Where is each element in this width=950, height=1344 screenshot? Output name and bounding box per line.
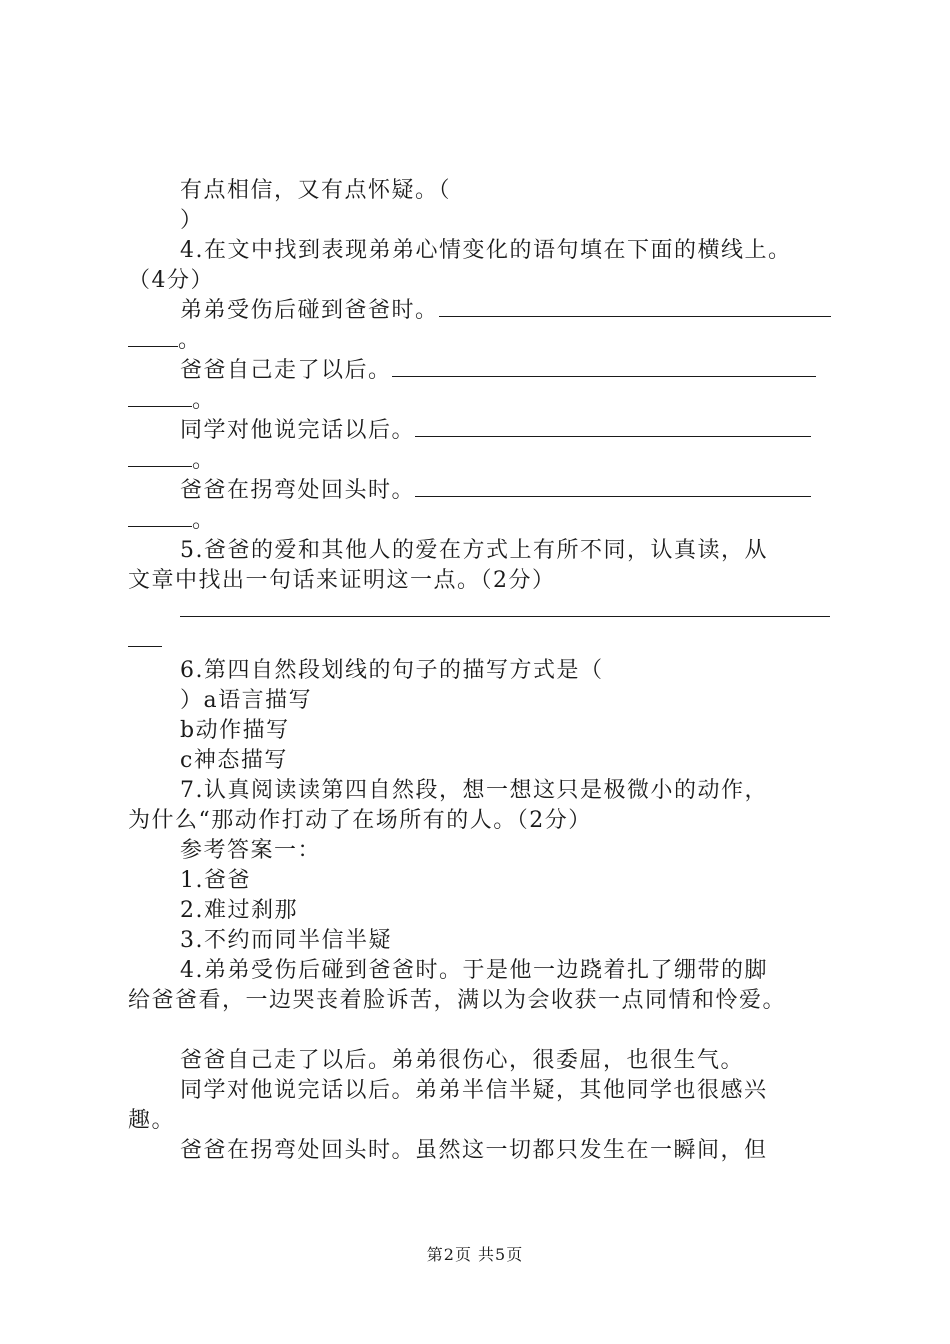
prompt-label: 爸爸自己走了以后。 <box>180 358 392 383</box>
prompt-label: 弟弟受伤后碰到爸爸时。 <box>180 298 439 323</box>
answer-blank <box>415 476 811 497</box>
answer-blank-tail <box>128 386 834 416</box>
answer-blank-tail <box>128 506 834 536</box>
blank-end: 。 <box>178 328 202 353</box>
answer-prompt <box>128 356 834 386</box>
document-body <box>128 176 834 1166</box>
answer-4: 4.弟弟受伤后碰到爸爸时。于是他一边跷着扎了绷带的脚 <box>180 958 768 983</box>
text-line: 爸爸自己走了以后。弟弟很伤心，很委屈，也很生气。 <box>180 1048 745 1073</box>
answer-blank <box>128 446 192 467</box>
spacer <box>128 1016 834 1046</box>
answer-blank <box>128 386 192 407</box>
question-6: 6.第四自然段划线的句子的描写方式是（ <box>180 658 604 683</box>
blank-end: 。 <box>192 448 216 473</box>
prompt-label: 爸爸在拐弯处回头时。 <box>180 478 416 503</box>
answer-blank <box>415 416 811 437</box>
question-5: 5.爸爸的爱和其他人的爱在方式上有所不同，认真读，从 <box>180 538 768 563</box>
answer-blank <box>128 326 178 347</box>
answer-blank <box>439 296 831 317</box>
answer-2: 2.难过刹那 <box>180 898 298 923</box>
answer-blank <box>180 596 830 617</box>
answer-blank-tail <box>128 326 834 356</box>
text-line: 有点相信，又有点怀疑。（ <box>180 178 452 203</box>
answer-prompt <box>128 296 834 326</box>
answer-blank <box>128 626 162 647</box>
text-line: （4分） <box>128 268 214 293</box>
answer-prompt <box>128 416 834 446</box>
answer-3: 3.不约而同半信半疑 <box>180 928 392 953</box>
option-b: b动作描写 <box>180 718 290 743</box>
page-footer: 第2页 共5页 <box>426 1245 524 1264</box>
question-7: 7.认真阅读读第四自然段，想一想这只是极微小的动作， <box>180 778 768 803</box>
question-4: 4.在文中找到表现弟弟心情变化的语句填在下面的横线上。 <box>180 238 792 263</box>
option-a: ）a语言描写 <box>180 688 313 713</box>
text-line: 为什么“那动作打动了在场所有的人。（2分） <box>128 808 592 833</box>
text-line: 爸爸在拐弯处回头时。虽然这一切都只发生在一瞬间，但 <box>180 1138 768 1163</box>
option-c: c神态描写 <box>180 748 288 773</box>
answer-prompt <box>128 476 834 506</box>
answer-blank <box>128 506 192 527</box>
answer-line-tail <box>128 626 834 656</box>
text-line: ） <box>180 208 204 233</box>
text-line: 同学对他说完话以后。弟弟半信半疑，其他同学也很感兴 <box>180 1078 768 1103</box>
text-line: 文章中找出一句话来证明这一点。（2分） <box>128 568 556 593</box>
blank-end: 。 <box>192 388 216 413</box>
answer-1: 1.爸爸 <box>180 868 251 893</box>
text-line: 给爸爸看，一边哭丧着脸诉苦，满以为会收获一点同情和怜爱。 <box>128 988 787 1013</box>
blank-end: 。 <box>192 508 216 533</box>
prompt-label: 同学对他说完话以后。 <box>180 418 416 443</box>
answer-blank <box>392 356 816 377</box>
answer-blank-tail <box>128 446 834 476</box>
answer-line <box>128 596 834 626</box>
answer-key-heading: 参考答案一： <box>180 838 322 863</box>
text-line: 趣。 <box>128 1108 176 1133</box>
